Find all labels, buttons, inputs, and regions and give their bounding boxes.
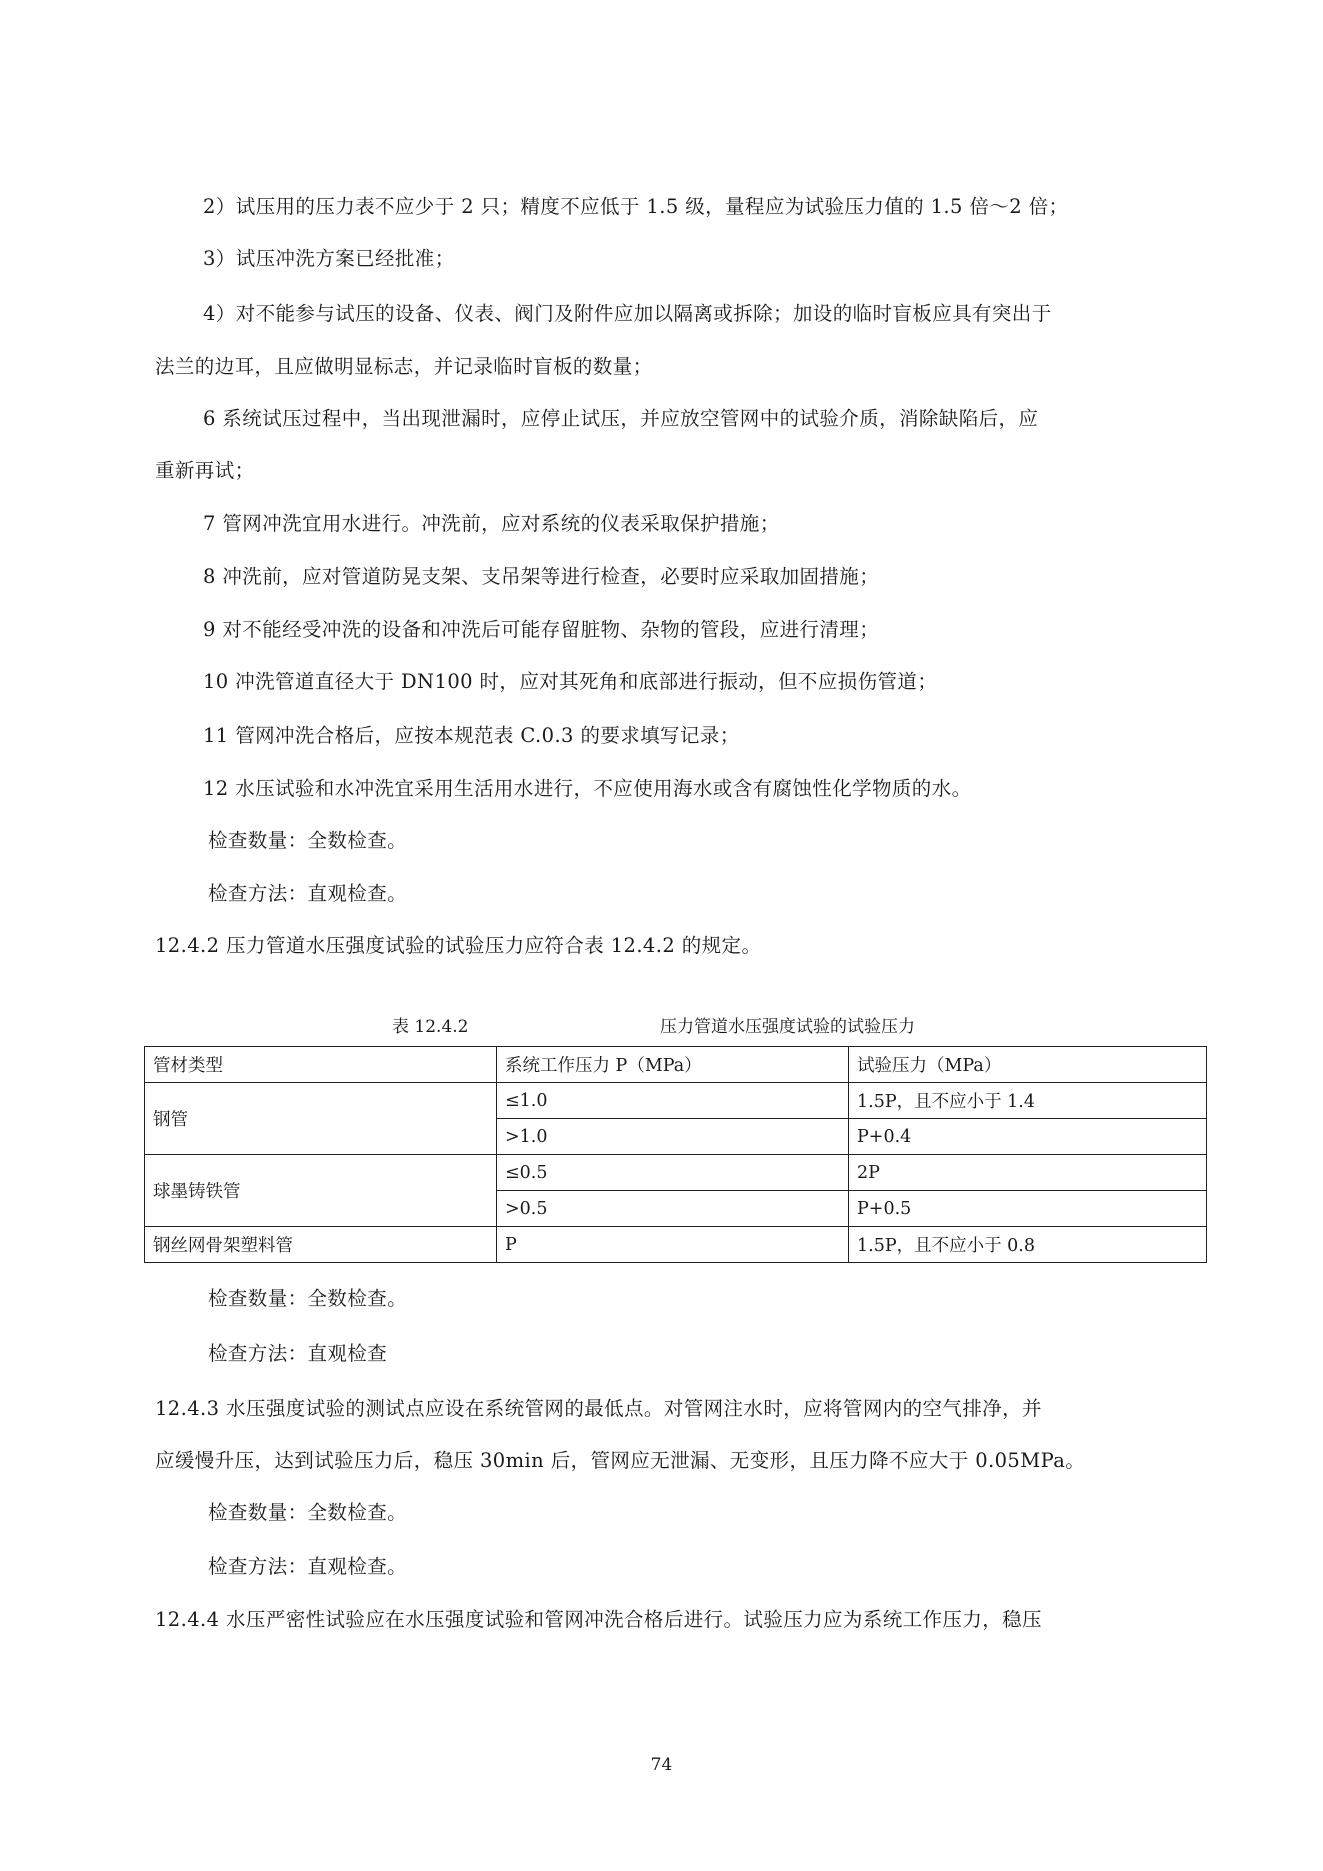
pressure-cell: P: [497, 1227, 849, 1263]
pressure-cell: >1.0: [497, 1119, 849, 1155]
paragraph: 11 管网冲洗合格后，应按本规范表 C.0.3 的要求填写记录；: [203, 724, 740, 747]
material-cell: 钢管: [145, 1083, 497, 1155]
test-pressure-cell: 1.5P，且不应小于 0.8: [849, 1227, 1207, 1263]
pressure-cell: >0.5: [497, 1191, 849, 1227]
paragraph: 2）试压用的压力表不应少于 2 只；精度不应低于 1.5 级，量程应为试验压力值的 1.5 倍～2 倍；: [203, 195, 1069, 218]
section-heading: 12.4.4 水压严密性试验应在水压强度试验和管网冲洗合格后进行。试验压力应为系统工作压力，稳压: [155, 1608, 1042, 1631]
header-cell: 管材类型: [145, 1047, 497, 1083]
paragraph: 9 对不能经受冲洗的设备和冲洗后可能存留脏物、杂物的管段，应进行清理；: [203, 618, 880, 641]
paragraph: 检查方法：直观检查。: [208, 882, 408, 905]
paragraph: 检查方法：直观检查。: [208, 1555, 408, 1578]
table-caption-title: 压力管道水压强度试验的试验压力: [660, 1017, 915, 1037]
paragraph: 12 水压试验和水冲洗宜采用生活用水进行，不应使用海水或含有腐蚀性化学物质的水。: [203, 777, 972, 800]
paragraph: 重新再试；: [155, 459, 255, 482]
paragraph: 检查方法：直观检查: [208, 1342, 388, 1365]
paragraph: 检查数量：全数检查。: [208, 829, 408, 852]
paragraph: 8 冲洗前，应对管道防晃支架、支吊架等进行检查，必要时应采取加固措施；: [203, 565, 880, 588]
page-number: 74: [650, 1755, 673, 1775]
table-row: [145, 1083, 1207, 1119]
material-cell: 球墨铸铁管: [145, 1155, 497, 1227]
paragraph: 3）试压冲洗方案已经批准；: [203, 247, 455, 270]
test-pressure-cell: P+0.4: [849, 1119, 1207, 1155]
paragraph: 4）对不能参与试压的设备、仪表、阀门及附件应加以隔离或拆除；加设的临时盲板应具有突出于: [203, 302, 1052, 325]
paragraph: 应缓慢升压，达到试验压力后，稳压 30min 后，管网应无泄漏、无变形，且压力降不应大于 0.05MPa。: [155, 1449, 1086, 1472]
paragraph: 检查数量：全数检查。: [208, 1501, 408, 1524]
test-pressure-cell: 1.5P，且不应小于 1.4: [849, 1083, 1207, 1119]
test-pressure-table: [144, 1046, 1207, 1263]
test-pressure-cell: P+0.5: [849, 1191, 1207, 1227]
paragraph: 检查数量：全数检查。: [208, 1287, 408, 1310]
table-row: [145, 1227, 1207, 1263]
paragraph: 法兰的边耳，且应做明显标志，并记录临时盲板的数量；: [155, 355, 653, 378]
test-pressure-cell: 2P: [849, 1155, 1207, 1191]
paragraph: 6 系统试压过程中，当出现泄漏时，应停止试压，并应放空管网中的试验介质，消除缺陷后，应: [203, 407, 1039, 430]
pressure-cell: ≤1.0: [497, 1083, 849, 1119]
table-caption-number: 表 12.4.2: [392, 1017, 469, 1037]
header-cell: 系统工作压力 P（MPa）: [497, 1047, 849, 1083]
paragraph: 7 管网冲洗宜用水进行。冲洗前，应对系统的仪表采取保护措施；: [203, 512, 780, 535]
table-header-row: [145, 1047, 1207, 1083]
table-row: [145, 1155, 1207, 1191]
paragraph: 10 冲洗管道直径大于 DN100 时，应对其死角和底部进行振动，但不应损伤管道；: [203, 670, 938, 693]
section-heading: 12.4.2 压力管道水压强度试验的试验压力应符合表 12.4.2 的规定。: [155, 934, 762, 957]
pressure-cell: ≤0.5: [497, 1155, 849, 1191]
header-cell: 试验压力（MPa）: [849, 1047, 1207, 1083]
material-cell: 钢丝网骨架塑料管: [145, 1227, 497, 1263]
section-heading: 12.4.3 水压强度试验的测试点应设在系统管网的最低点。对管网注水时，应将管网内的空气排净，并: [155, 1397, 1042, 1420]
